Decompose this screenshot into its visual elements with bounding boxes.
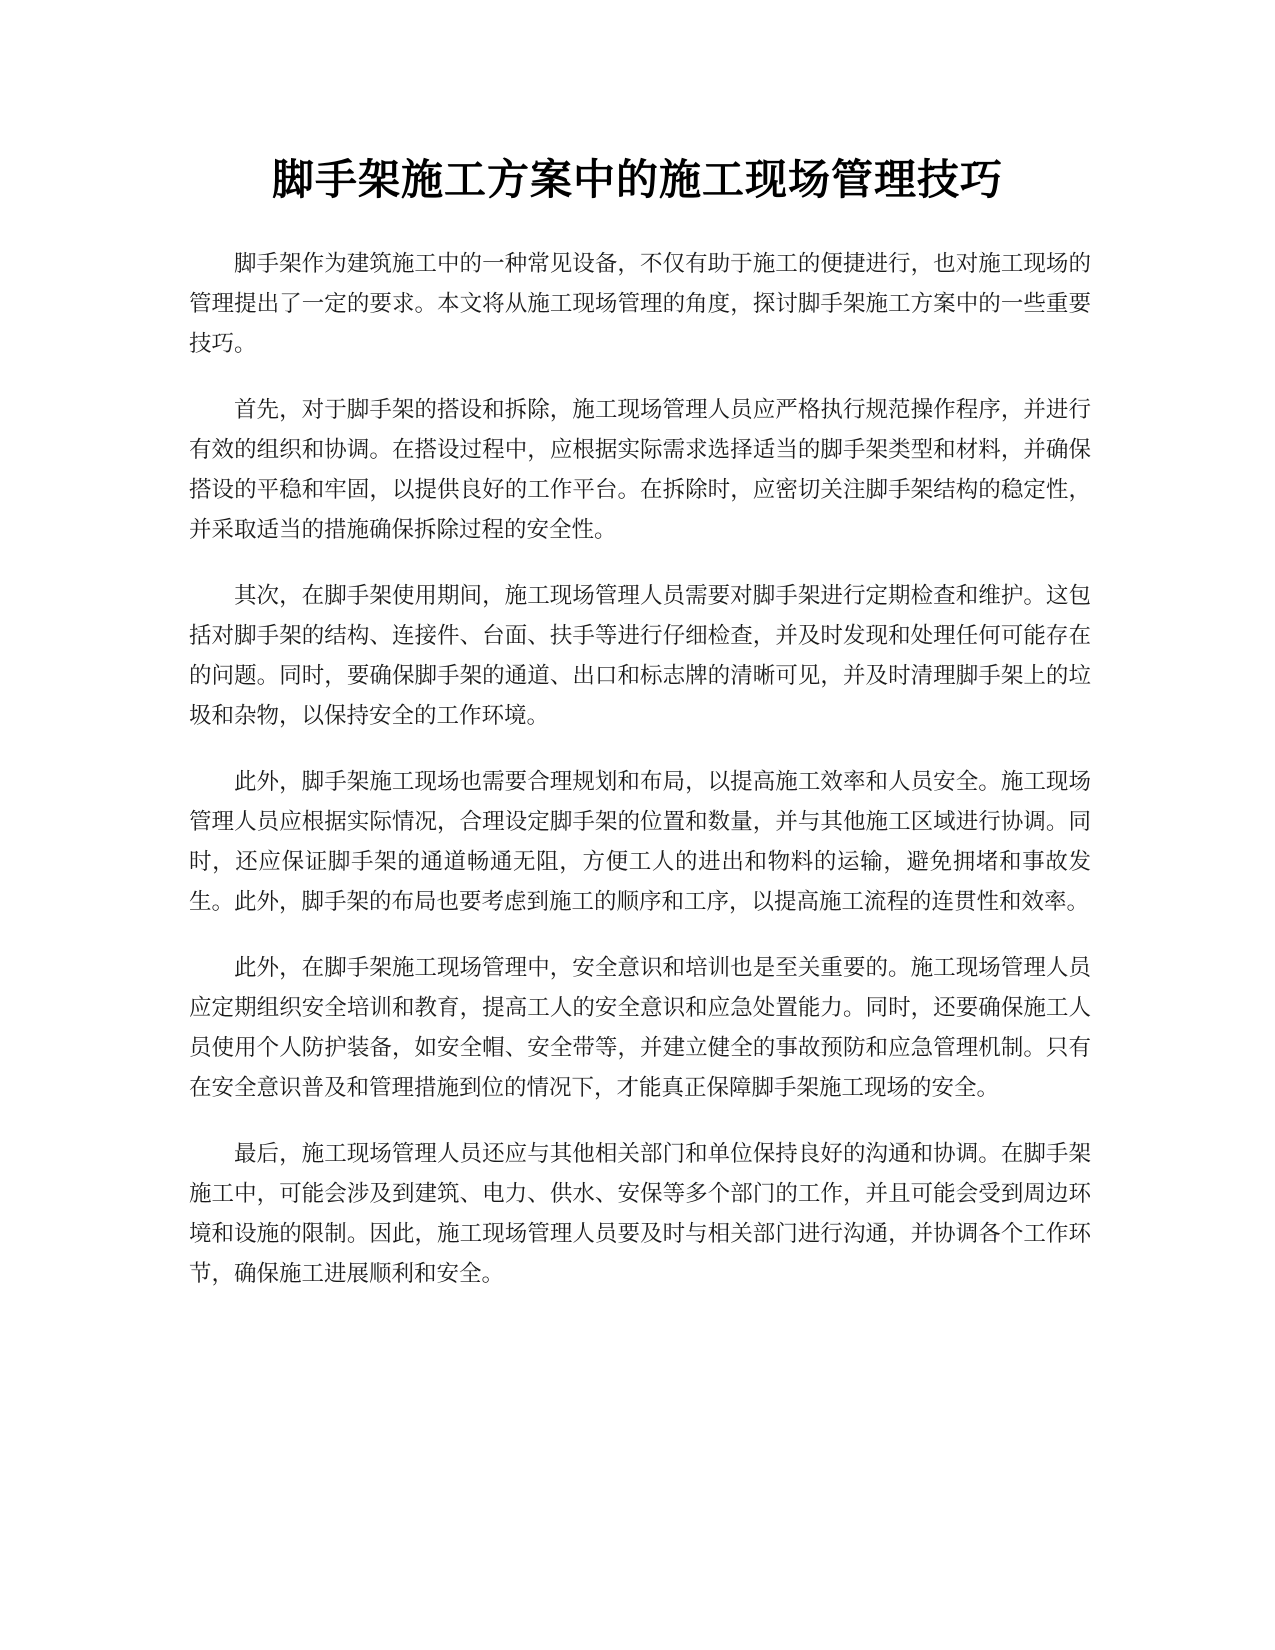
paragraph-safety-training: 此外，在脚手架施工现场管理中，安全意识和培训也是至关重要的。施工现场管理人员应定期组织安全培训和教育，提高工人的安全意识和应急处置能力。同时，还要确保施工人员使用个人防护装备，如安全帽、安全带等，并建立健全的事故预防和应急管理机制。只有在安全意识普及和管理措施到位的情况下，才能真正保障脚手架施工现场的安全。 <box>189 955 1091 1101</box>
document-body <box>189 244 1091 1320</box>
paragraph-intro: 脚手架作为建筑施工中的一种常见设备，不仅有助于施工的便捷进行，也对施工现场的管理提出了一定的要求。本文将从施工现场管理的角度，探讨脚手架施工方案中的一些重要技巧。 <box>189 251 1091 357</box>
paragraph-communication: 最后，施工现场管理人员还应与其他相关部门和单位保持良好的沟通和协调。在脚手架施工中，可能会涉及到建筑、电力、供水、安保等多个部门的工作，并且可能会受到周边环境和设施的限制。因此，施工现场管理人员要及时与相关部门进行沟通，并协调各个工作环节，确保施工进展顺利和安全。 <box>189 1141 1091 1287</box>
paragraph-layout: 此外，脚手架施工现场也需要合理规划和布局，以提高施工效率和人员安全。施工现场管理人员应根据实际情况，合理设定脚手架的位置和数量，并与其他施工区域进行协调。同时，还应保证脚手架的通道畅通无阻，方便工人的进出和物料的运输，避免拥堵和事故发生。此外，脚手架的布局也要考虑到施工的顺序和工序，以提高施工流程的连贯性和效率。 <box>189 769 1091 915</box>
paragraph-setup-removal: 首先，对于脚手架的搭设和拆除，施工现场管理人员应严格执行规范操作程序，并进行有效的组织和协调。在搭设过程中，应根据实际需求选择适当的脚手架类型和材料，并确保搭设的平稳和牢固，以提供良好的工作平台。在拆除时，应密切关注脚手架结构的稳定性，并采取适当的措施确保拆除过程的安全性。 <box>189 397 1091 543</box>
paragraph-inspection: 其次，在脚手架使用期间，施工现场管理人员需要对脚手架进行定期检查和维护。这包括对脚手架的结构、连接件、台面、扶手等进行仔细检查，并及时发现和处理任何可能存在的问题。同时，要确保脚手架的通道、出口和标志牌的清晰可见，并及时清理脚手架上的垃圾和杂物，以保持安全的工作环境。 <box>189 583 1091 729</box>
document-title: 脚手架施工方案中的施工现场管理技巧 <box>271 155 1003 204</box>
